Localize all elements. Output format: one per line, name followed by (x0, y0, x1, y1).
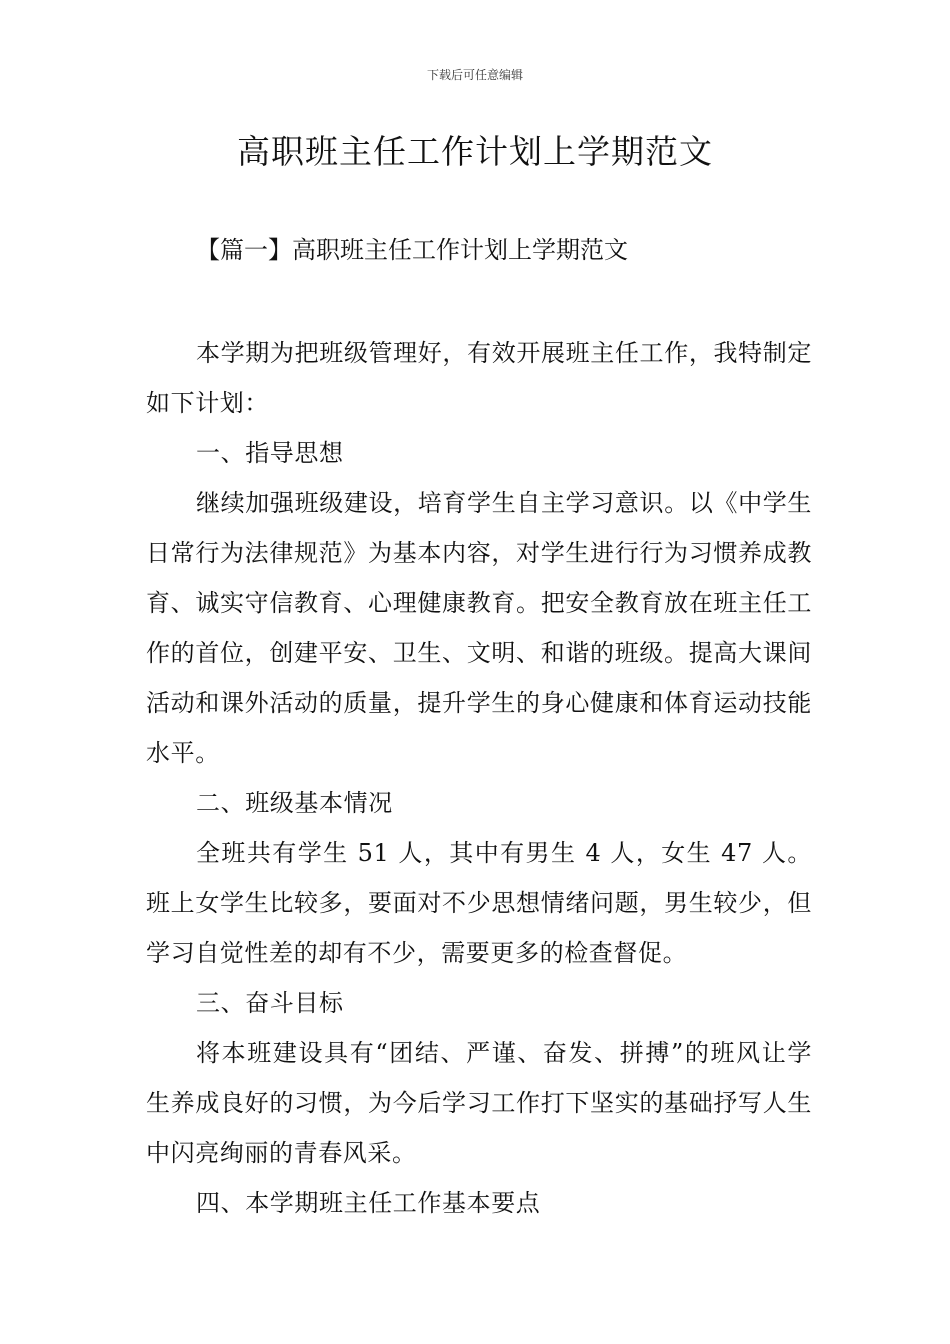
section-heading: 【篇一】高职班主任工作计划上学期范文 (196, 236, 628, 264)
heading-goals: 三、奋斗目标 (196, 989, 344, 1017)
intro-paragraph: 本学期为把班级管理好，有效开展班主任工作，我特制定如下计划： (146, 339, 812, 417)
document-body (146, 328, 812, 1228)
header-note: 下载后可任意编辑 (426, 68, 523, 82)
heading-key-points: 四、本学期班主任工作基本要点 (196, 1189, 541, 1217)
heading-class-situation: 二、班级基本情况 (196, 789, 393, 817)
class-situation-paragraph: 全班共有学生 51 人，其中有男生 4 人，女生 47 人。班上女学生比较多，要面对不少思想情绪问题，男生较少，但学习自觉性差的却有不少，需要更多的检查督促。 (146, 839, 812, 967)
guiding-ideology-paragraph: 继续加强班级建设，培育学生自主学习意识。以《中学生日常行为法律规范》为基本内容，对学生进行行为习惯养成教育、诚实守信教育、心理健康教育。把安全教育放在班主任工作的首位，创建平安、卫生、文明、和谐的班级。提高大课间活动和课外活动的质量，提升学生的身心健康和体育运动技能水平。 (146, 489, 812, 767)
document-title: 高职班主任工作计划上学期范文 (237, 132, 713, 171)
goals-paragraph: 将本班建设具有“团结、严谨、奋发、拼搏”的班风让学生养成良好的习惯，为今后学习工作打下坚实的基础抒写人生中闪亮绚丽的青春风采。 (146, 1039, 812, 1167)
heading-guiding-ideology: 一、指导思想 (196, 439, 344, 467)
